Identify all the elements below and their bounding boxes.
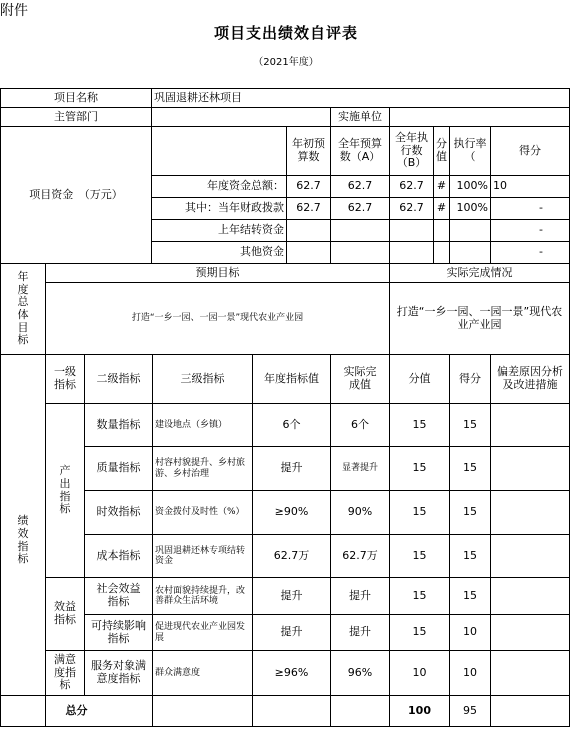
perf-row-target: 提升 <box>252 577 331 615</box>
perf-row-reason <box>490 490 570 535</box>
perf-row-score: 10 <box>449 650 491 696</box>
perf-header-l3: 三级指标 <box>152 354 253 404</box>
funds-row-label: 年度资金总额： <box>151 175 287 198</box>
perf-row-reason <box>490 614 570 651</box>
benefit-indicator-group: 效益指标 <box>45 577 85 651</box>
funds-row-annual <box>330 241 390 264</box>
funds-label: 项目资金 （万元） <box>0 126 152 264</box>
perf-row-score: 15 <box>449 534 491 578</box>
perf-row-l3: 促进现代农业产业园发展 <box>152 614 253 651</box>
funds-row-annual: 62.7 <box>330 197 390 220</box>
perf-header-l2: 二级指标 <box>84 354 153 404</box>
perf-row-actual: 提升 <box>330 614 390 651</box>
perf-row-score-value: 15 <box>389 614 450 651</box>
total-score: 95 <box>449 695 491 727</box>
expected-goal-header: 预期目标 <box>45 263 390 283</box>
funds-row-score-value <box>433 219 450 242</box>
perf-row-target: ≥90% <box>252 490 331 535</box>
perf-row-l3: 村容村貌提升、乡村旅游、乡村治理 <box>152 446 253 491</box>
perf-row-l2: 社会效益指标 <box>84 577 153 615</box>
perf-row-l2: 服务对象满意度指标 <box>84 650 153 696</box>
perf-row-target: ≥96% <box>252 650 331 696</box>
funds-row-score: - <box>490 219 570 242</box>
funds-header-annual: 全年预算数（A） <box>330 126 390 176</box>
perf-row-actual: 96% <box>330 650 390 696</box>
perf-header-score-value: 分值 <box>389 354 450 404</box>
annual-goal-label: 年度总体目标 <box>0 263 46 355</box>
perf-row-score: 15 <box>449 446 491 491</box>
perf-row-l2: 数量指标 <box>84 403 153 447</box>
perf-row-l3: 群众满意度 <box>152 650 253 696</box>
funds-row-annual: 62.7 <box>330 175 390 198</box>
funds-header-initial: 年初预算数 <box>286 126 331 176</box>
attachment-label: 附件 <box>0 3 28 19</box>
funds-row-score-value: # <box>433 175 450 198</box>
total-score-value: 100 <box>389 695 450 727</box>
perf-row-reason <box>490 650 570 696</box>
funds-row-label: 其中：当年财政拨款 <box>151 197 287 220</box>
perf-row-score-value: 15 <box>389 534 450 578</box>
perf-row-reason <box>490 577 570 615</box>
funds-row-initial <box>286 219 331 242</box>
satisfaction-indicator-group: 满意度指标 <box>45 650 85 696</box>
perf-row-score-value: 15 <box>389 577 450 615</box>
funds-header-rate: 执行率（ <box>449 126 491 176</box>
funds-header-score-value: 分值 <box>433 126 450 176</box>
project-name-label: 项目名称 <box>0 88 152 108</box>
funds-row-initial: 62.7 <box>286 175 331 198</box>
perf-row-l2: 成本指标 <box>84 534 153 578</box>
perf-row-actual: 90% <box>330 490 390 535</box>
perf-indicator-label: 绩效指标 <box>0 354 46 727</box>
perf-row-l3: 资金拨付及时性（%） <box>152 490 253 535</box>
impl-unit-value <box>389 107 570 127</box>
perf-row-target: 提升 <box>252 614 331 651</box>
funds-header-exec: 全年执行数（B） <box>389 126 434 176</box>
funds-row-score: 10 <box>490 175 570 198</box>
total-blank-reason <box>490 695 570 727</box>
perf-row-l2: 质量指标 <box>84 446 153 491</box>
funds-row-annual <box>330 219 390 242</box>
expected-goal-text: 打造“一乡一园、一园一景”现代农业产业园 <box>45 282 390 355</box>
perf-header-reason: 偏差原因分析及改进措施 <box>490 354 570 404</box>
funds-row-rate: 100% <box>449 175 491 198</box>
perf-header-l1: 一级指标 <box>45 354 85 404</box>
impl-unit-label: 实施单位 <box>330 107 390 127</box>
project-name-value: 巩固退耕还林项目 <box>151 88 570 108</box>
perf-row-target: 6个 <box>252 403 331 447</box>
funds-row-initial <box>286 241 331 264</box>
funds-row-score: - <box>490 197 570 220</box>
funds-row-score-value <box>433 241 450 264</box>
perf-row-score: 15 <box>449 577 491 615</box>
funds-row-label: 其他资金 <box>151 241 287 264</box>
perf-row-score-value: 10 <box>389 650 450 696</box>
perf-row-l3: 农村面貌持续提升，改善群众生活环境 <box>152 577 253 615</box>
page-title: 项目支出绩效自评表 <box>213 24 358 42</box>
report-year: （2021年度） <box>253 57 319 68</box>
funds-row-exec <box>389 241 434 264</box>
funds-row-score-value: # <box>433 197 450 220</box>
funds-row-exec: 62.7 <box>389 197 434 220</box>
perf-row-score: 10 <box>449 614 491 651</box>
actual-goal-text: 打造“一乡一园、一园一景”现代农业产业园 <box>389 282 570 355</box>
perf-row-reason <box>490 446 570 491</box>
funds-row-exec <box>389 219 434 242</box>
total-blank-target <box>252 695 331 727</box>
perf-row-actual: 显著提升 <box>330 446 390 491</box>
total-label: 总分 <box>0 695 153 727</box>
funds-row-label: 上年结转资金 <box>151 219 287 242</box>
funds-row-rate <box>449 241 491 264</box>
perf-row-actual: 6个 <box>330 403 390 447</box>
dept-label: 主管部门 <box>0 107 152 127</box>
funds-row-rate <box>449 219 491 242</box>
actual-goal-header: 实际完成情况 <box>389 263 570 283</box>
funds-row-rate: 100% <box>449 197 491 220</box>
perf-row-score-value: 15 <box>389 446 450 491</box>
funds-row-score: - <box>490 241 570 264</box>
perf-row-target: 62.7万 <box>252 534 331 578</box>
perf-row-reason <box>490 534 570 578</box>
perf-header-actual: 实际完成值 <box>330 354 390 404</box>
perf-row-l3: 建设地点（乡镇） <box>152 403 253 447</box>
perf-header-score: 得分 <box>449 354 491 404</box>
total-blank-l3 <box>152 695 253 727</box>
funds-row-exec: 62.7 <box>389 175 434 198</box>
perf-row-actual: 62.7万 <box>330 534 390 578</box>
perf-row-score: 15 <box>449 403 491 447</box>
perf-row-reason <box>490 403 570 447</box>
perf-row-target: 提升 <box>252 446 331 491</box>
funds-header-score: 得分 <box>490 126 570 176</box>
perf-row-score-value: 15 <box>389 490 450 535</box>
perf-header-target: 年度指标值 <box>252 354 331 404</box>
perf-row-score: 15 <box>449 490 491 535</box>
perf-row-actual: 提升 <box>330 577 390 615</box>
perf-row-l2: 时效指标 <box>84 490 153 535</box>
output-indicator-group: 产出指标 <box>45 403 85 578</box>
dept-value <box>151 107 331 127</box>
perf-row-l2: 可持续影响指标 <box>84 614 153 651</box>
funds-header-blank <box>151 126 287 176</box>
funds-row-initial: 62.7 <box>286 197 331 220</box>
total-blank-actual <box>330 695 390 727</box>
perf-row-score-value: 15 <box>389 403 450 447</box>
perf-row-l3: 巩固退耕还林专项结转资金 <box>152 534 253 578</box>
